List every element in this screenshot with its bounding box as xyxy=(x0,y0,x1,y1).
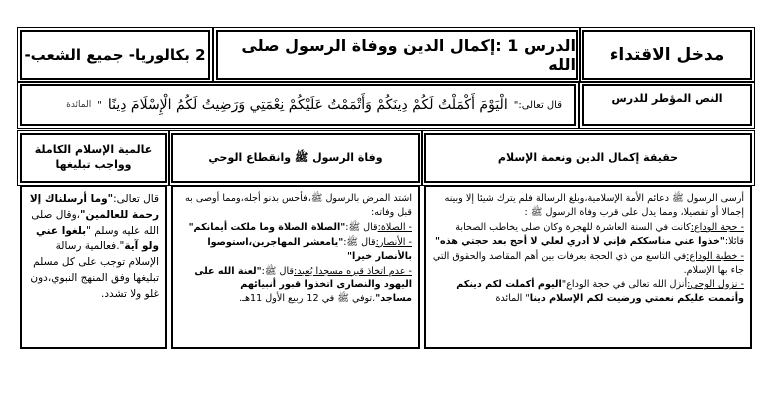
paragraph-tail: .توفي ﷺ في 12 ربيع الأول 11هـ. xyxy=(239,293,376,305)
paragraph-text: قال ﷺ: xyxy=(261,265,294,277)
framing-text-label xyxy=(582,84,752,126)
paragraph xyxy=(179,236,412,264)
paragraph-quote-2: بلغوا عني ولو آية xyxy=(35,224,159,253)
paragraph-text: أرسى الرسول ﷺ دعائم الأمة الإسلامية،وبلغ الرسالة فلم يترك شيئا إلا وبينه إجمالا أو تفصيلا، ومما يدل على قرب وفاة الرسول ﷺ : xyxy=(444,193,744,218)
section-title-text: مدخل الاقتداء xyxy=(609,45,725,65)
paragraph-tail-2: ".فعالمية رسالة الإسلام توجب على كل مسلم تبليغها وفق المنهج النبوي،دون غلو ولا تشدد. xyxy=(30,240,159,300)
paragraph-text: في التاسع من ذي الحجة بعرفات بين أهم المقاصد والحقوق التي جاء بها الإسلام. xyxy=(432,250,744,276)
paragraph-tail: " المائدة xyxy=(495,293,530,305)
paragraph-text: قال ﷺ: xyxy=(343,236,376,248)
paragraph xyxy=(179,192,412,220)
paragraph xyxy=(432,278,744,306)
paragraph-quote: "يامعشر المهاجرين،استوصوا بالأنصار خيرا" xyxy=(207,236,412,262)
paragraph-text: اشتد المرض بالرسول ﷺ،فأحس بدنو أجله،ومما أوصى به قبل وفاته: xyxy=(185,193,412,218)
column-body-completion xyxy=(424,185,752,349)
paragraph-text: قال تعالى: xyxy=(113,193,159,205)
verse-intro: قال تعالى:" xyxy=(513,99,562,111)
paragraph-lead: - الصلاة: xyxy=(377,221,412,233)
verse-text: الْيَوْمَ أَكْمَلْتُ لَكُمْ دِينَكُمْ وَأَتْمَمْتُ عَلَيْكُمْ نِعْمَتِي وَرَضِيتُ لَكُمُ الْإِسْلَامَ دِينًا xyxy=(107,97,508,113)
column-body-universality xyxy=(20,185,167,349)
section-title xyxy=(582,30,752,80)
paragraph-lead: - عدم اتخاذ قبره مسجدا يُعبد: xyxy=(294,265,412,277)
paragraph-lead: - حجة الوداع: xyxy=(690,221,744,233)
framing-verse xyxy=(20,84,576,126)
paragraph xyxy=(179,265,412,307)
paragraph-lead: - الأنصار: xyxy=(375,236,412,248)
paragraph-text: كانت في السنة العاشرة للهجرة وكان صلى يخاطب الصحابة قائلا: xyxy=(455,221,744,247)
paragraph-quote: اليوم أكملت لكم دينكم وأتممت عليكم نعمتي ورضيت لكم الإسلام دينا xyxy=(456,279,744,305)
level-label xyxy=(20,30,210,80)
paragraph-quote: "الصلاة الصلاة وما ملكت أيمانكم" xyxy=(188,221,346,233)
verse-close: " xyxy=(97,99,102,111)
column-body-death xyxy=(171,185,420,349)
verse-reference: المائدة xyxy=(66,100,92,110)
paragraph-quote: "لعنة الله على اليهود والنصارى اتخذوا قبور أنبيائهم مساجد" xyxy=(194,265,412,305)
paragraph-quote: "خذوا عني مناسككم فإني لا أدري لعلي لا أحج بعد حجتي هذه" xyxy=(435,235,725,247)
paragraph xyxy=(432,192,744,220)
paragraph-text: قال ﷺ: xyxy=(345,221,378,233)
level-label-text: 2 بكالوريا- جميع الشعب- xyxy=(24,46,206,64)
paragraph xyxy=(432,221,744,249)
framing-text-label-text: النص المؤطر للدرس xyxy=(611,92,723,105)
paragraph xyxy=(432,250,744,278)
column-heading-universality xyxy=(20,133,167,183)
column-heading-completion xyxy=(424,133,752,183)
paragraph xyxy=(28,192,159,302)
paragraph-text: أنزل الله تعالى في حجة الوداع" xyxy=(561,279,688,291)
paragraph xyxy=(179,221,412,235)
column-heading-text: عالمية الإسلام الكاملة وواجب تبليغها xyxy=(34,143,153,171)
paragraph-quote: "وما أرسلناك إلا رحمة للعالمين" xyxy=(29,193,159,221)
paragraph-tail: ،وقال صلى الله عليه وسلم " xyxy=(31,208,159,237)
column-heading-death xyxy=(171,133,420,183)
column-heading-text: حقيقة إكمال الدين ونعمة الإسلام xyxy=(497,150,679,164)
column-heading-text: وفاة الرسول ﷺ وانقطاع الوحي xyxy=(208,150,383,164)
paragraph-lead: - نزول الوحي: xyxy=(687,279,744,291)
lesson-title-text: الدرس 1 :إكمال الدين ووفاة الرسول صلى الله xyxy=(241,36,576,74)
paragraph-lead: - خطبة الوداع: xyxy=(686,250,744,262)
lesson-title xyxy=(216,30,578,80)
